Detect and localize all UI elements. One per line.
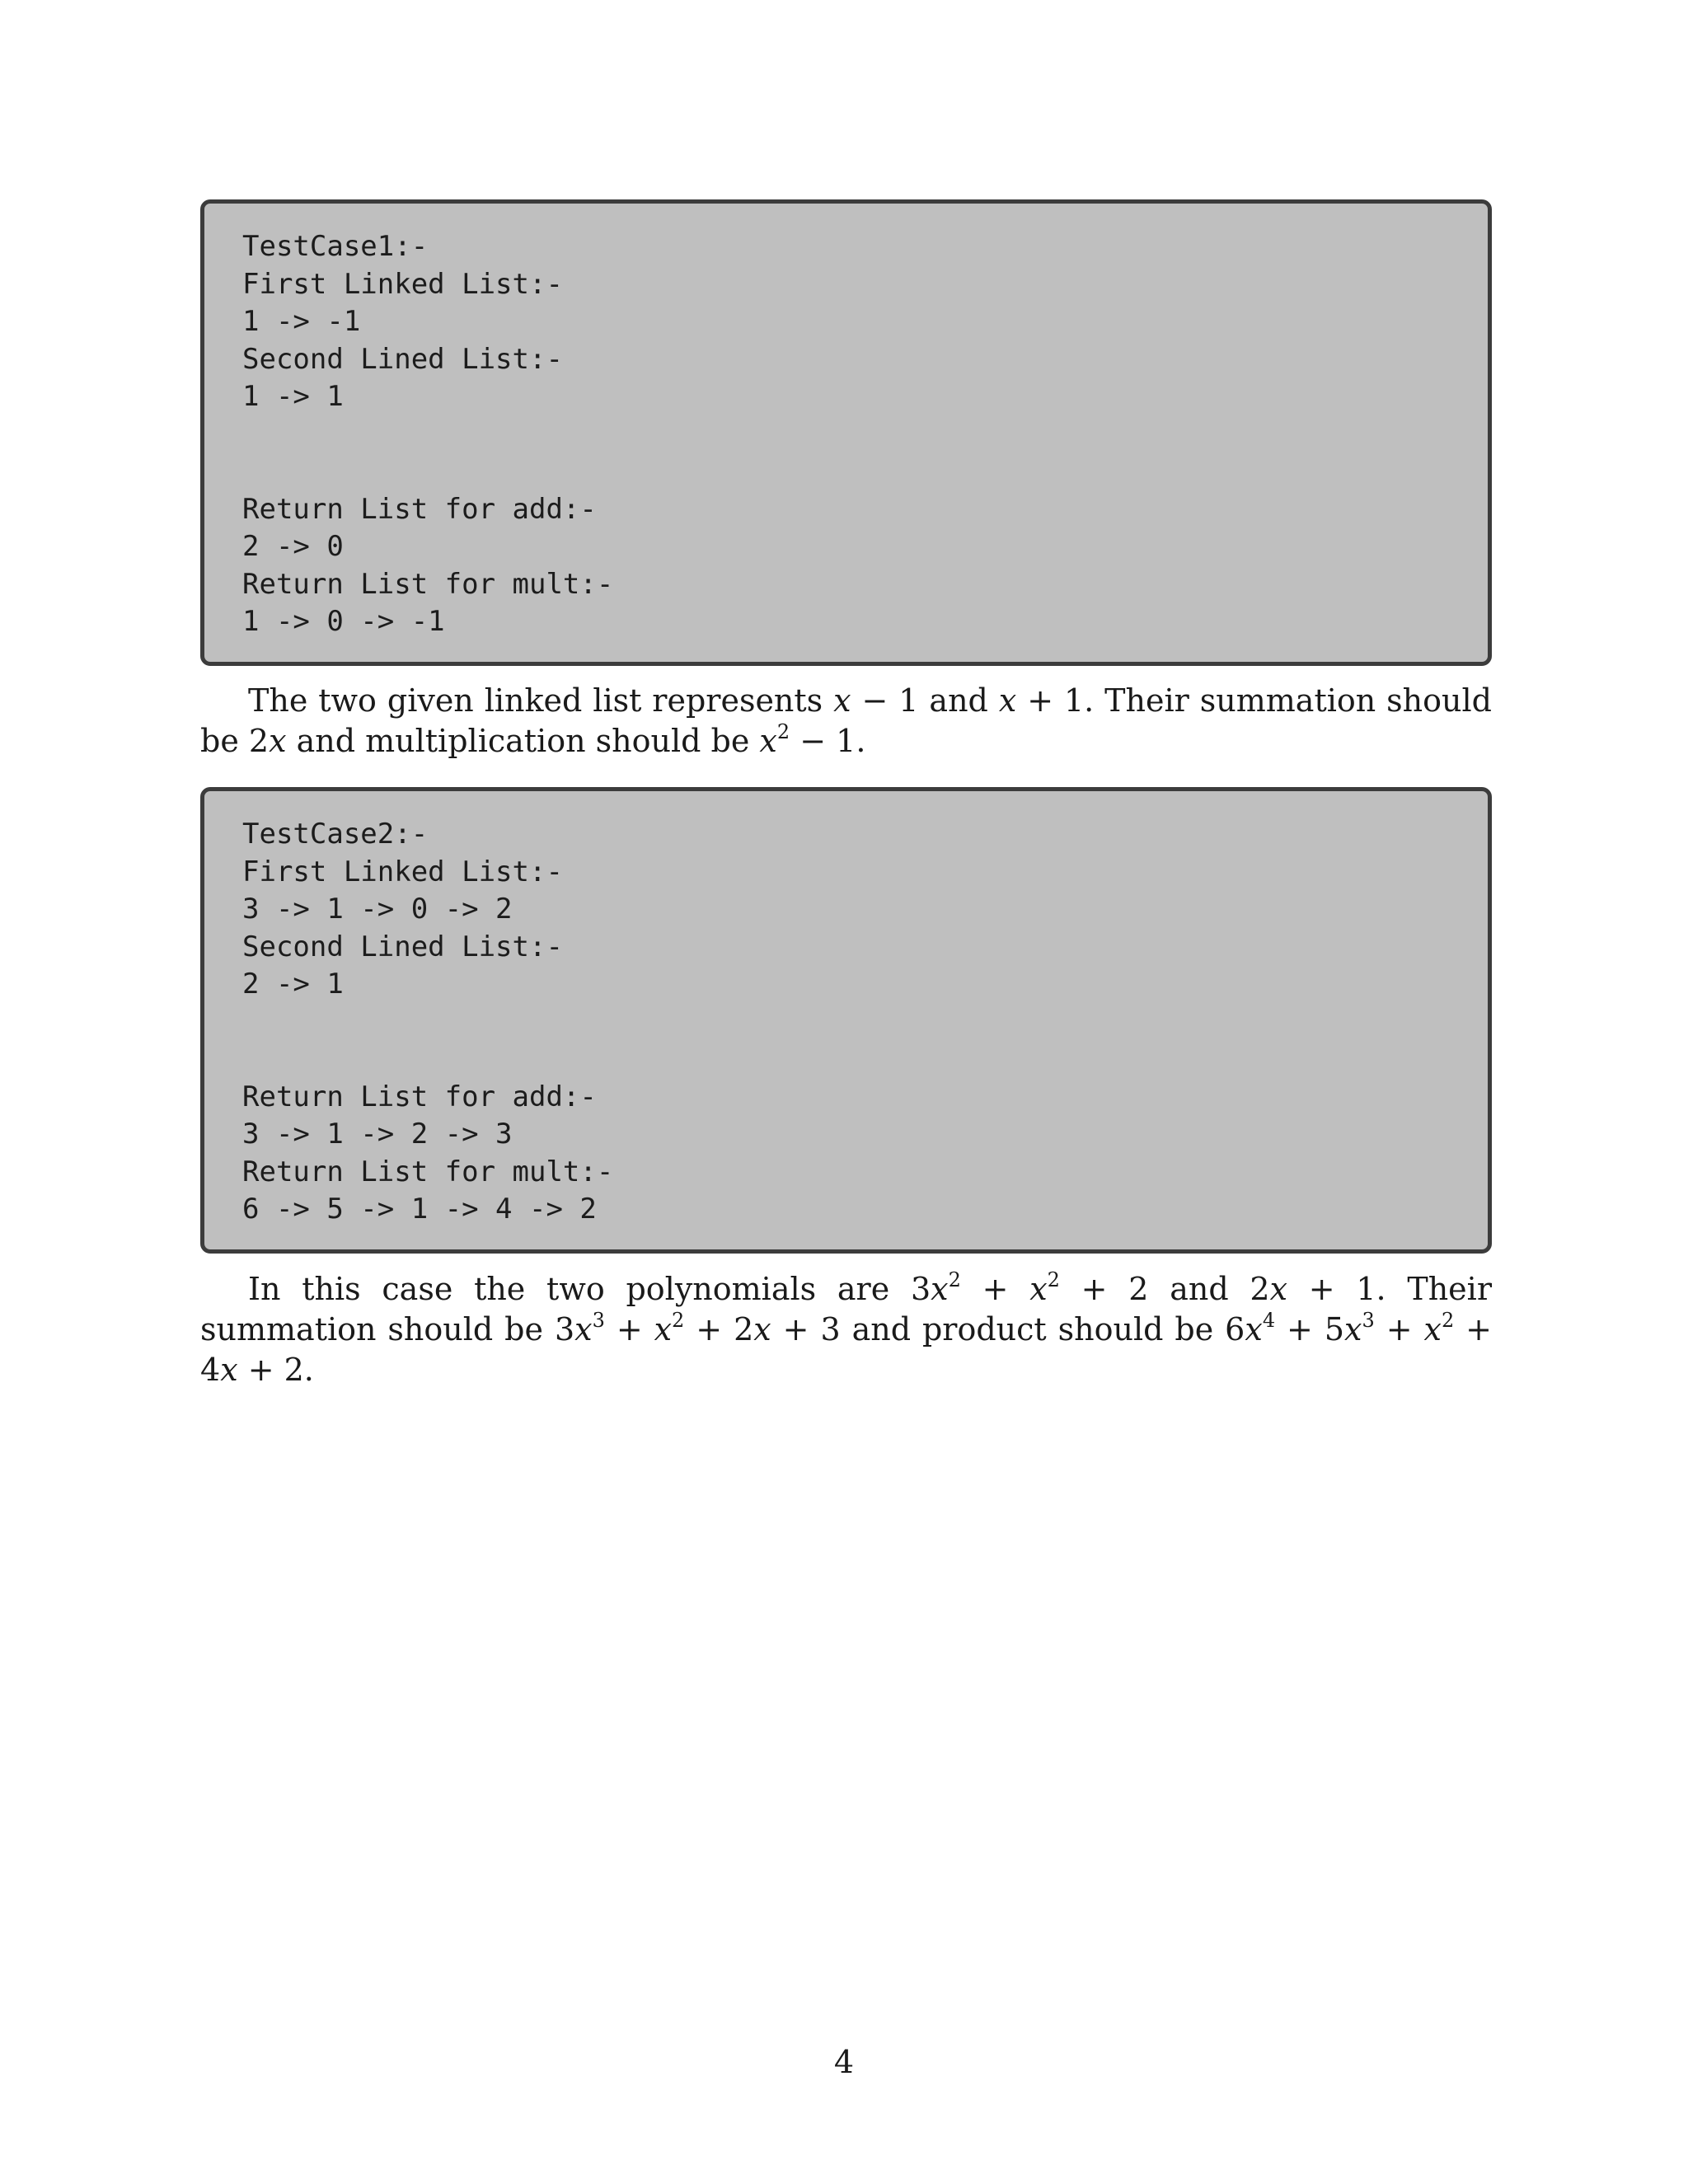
math-variable: x [574, 1311, 593, 1347]
math-variable: x [759, 723, 777, 759]
code-line: Second Lined List:- [242, 930, 563, 963]
math-variable: x [833, 682, 851, 719]
code-line: 3 -> 1 -> 2 -> 3 [242, 1118, 513, 1151]
math-exponent: 2 [948, 1268, 961, 1291]
code-line-blank [242, 416, 1450, 454]
code-line: 2 -> 0 [242, 530, 344, 563]
math-exponent: 4 [1262, 1309, 1276, 1332]
math-variable: x [1245, 1311, 1263, 1347]
code-line: Return List for mult:- [242, 567, 614, 601]
math-variable: x [931, 1271, 949, 1307]
paragraph-text: and multiplication should be [286, 723, 760, 759]
code-line: Return List for add:- [242, 1080, 597, 1113]
code-line: 1 -> -1 [242, 305, 361, 338]
paragraph-text: − 1. [790, 723, 866, 759]
code-line-blank [242, 1041, 1450, 1079]
math-exponent: 3 [592, 1309, 605, 1332]
math-variable: x [753, 1311, 771, 1347]
paragraph-text: + 5 [1275, 1311, 1345, 1347]
code-line: TestCase2:- [242, 818, 429, 851]
math-variable: x [1423, 1311, 1442, 1347]
paragraph-text: + 2 and 2 [1059, 1271, 1270, 1307]
math-variable: x [998, 682, 1017, 719]
code-line: 1 -> 1 [242, 380, 344, 413]
paragraph-text: + 2. [237, 1352, 314, 1388]
math-variable: x [654, 1311, 673, 1347]
math-variable: x [269, 723, 287, 759]
paragraph-text: + [604, 1311, 654, 1347]
code-line: 3 -> 1 -> 0 -> 2 [242, 893, 513, 926]
paragraph-text: + [960, 1271, 1030, 1307]
paragraph-text: The two given linked list represents [248, 682, 834, 719]
math-variable: x [1344, 1311, 1362, 1347]
paragraph-text: + [1374, 1311, 1424, 1347]
paragraph-text: + 1. Their summation should be 3 [200, 1271, 1492, 1347]
math-exponent: 3 [1362, 1309, 1375, 1332]
paragraph-text: + 4 [200, 1311, 1493, 1388]
code-line: First Linked List:- [242, 267, 563, 301]
math-exponent: 2 [1441, 1309, 1455, 1332]
paragraph-text: + 3 and product should be 6 [771, 1311, 1245, 1347]
code-line: Return List for mult:- [242, 1155, 614, 1188]
code-line: 2 -> 1 [242, 968, 344, 1001]
code-line-blank [242, 1004, 1450, 1042]
math-variable: x [220, 1352, 238, 1388]
code-line: Return List for add:- [242, 492, 597, 526]
testcase2-code-block [200, 787, 1492, 1254]
math-exponent: 2 [1047, 1268, 1060, 1291]
math-exponent: 2 [776, 720, 790, 743]
math-variable: x [1029, 1271, 1048, 1307]
paragraph-text: − 1 and [851, 682, 999, 719]
explanation-paragraph-1 [200, 681, 1492, 762]
paragraph-text: + 2 [684, 1311, 754, 1347]
paragraph-text: In this case the two polynomials are 3 [248, 1271, 931, 1307]
paragraph-text: + 1. Their summation should be 2 [200, 682, 1492, 759]
code-line: 6 -> 5 -> 1 -> 4 -> 2 [242, 1193, 597, 1226]
code-line: 1 -> 0 -> -1 [242, 605, 445, 638]
code-line: First Linked List:- [242, 855, 563, 888]
math-variable: x [1269, 1271, 1288, 1307]
explanation-paragraph-2 [200, 1269, 1492, 1390]
page-number: 4 [833, 2044, 855, 2080]
code-line: TestCase1:- [242, 230, 429, 263]
math-exponent: 2 [672, 1309, 685, 1332]
testcase1-code-block [200, 199, 1492, 666]
code-line: Second Lined List:- [242, 342, 563, 376]
code-line-blank [242, 453, 1450, 491]
